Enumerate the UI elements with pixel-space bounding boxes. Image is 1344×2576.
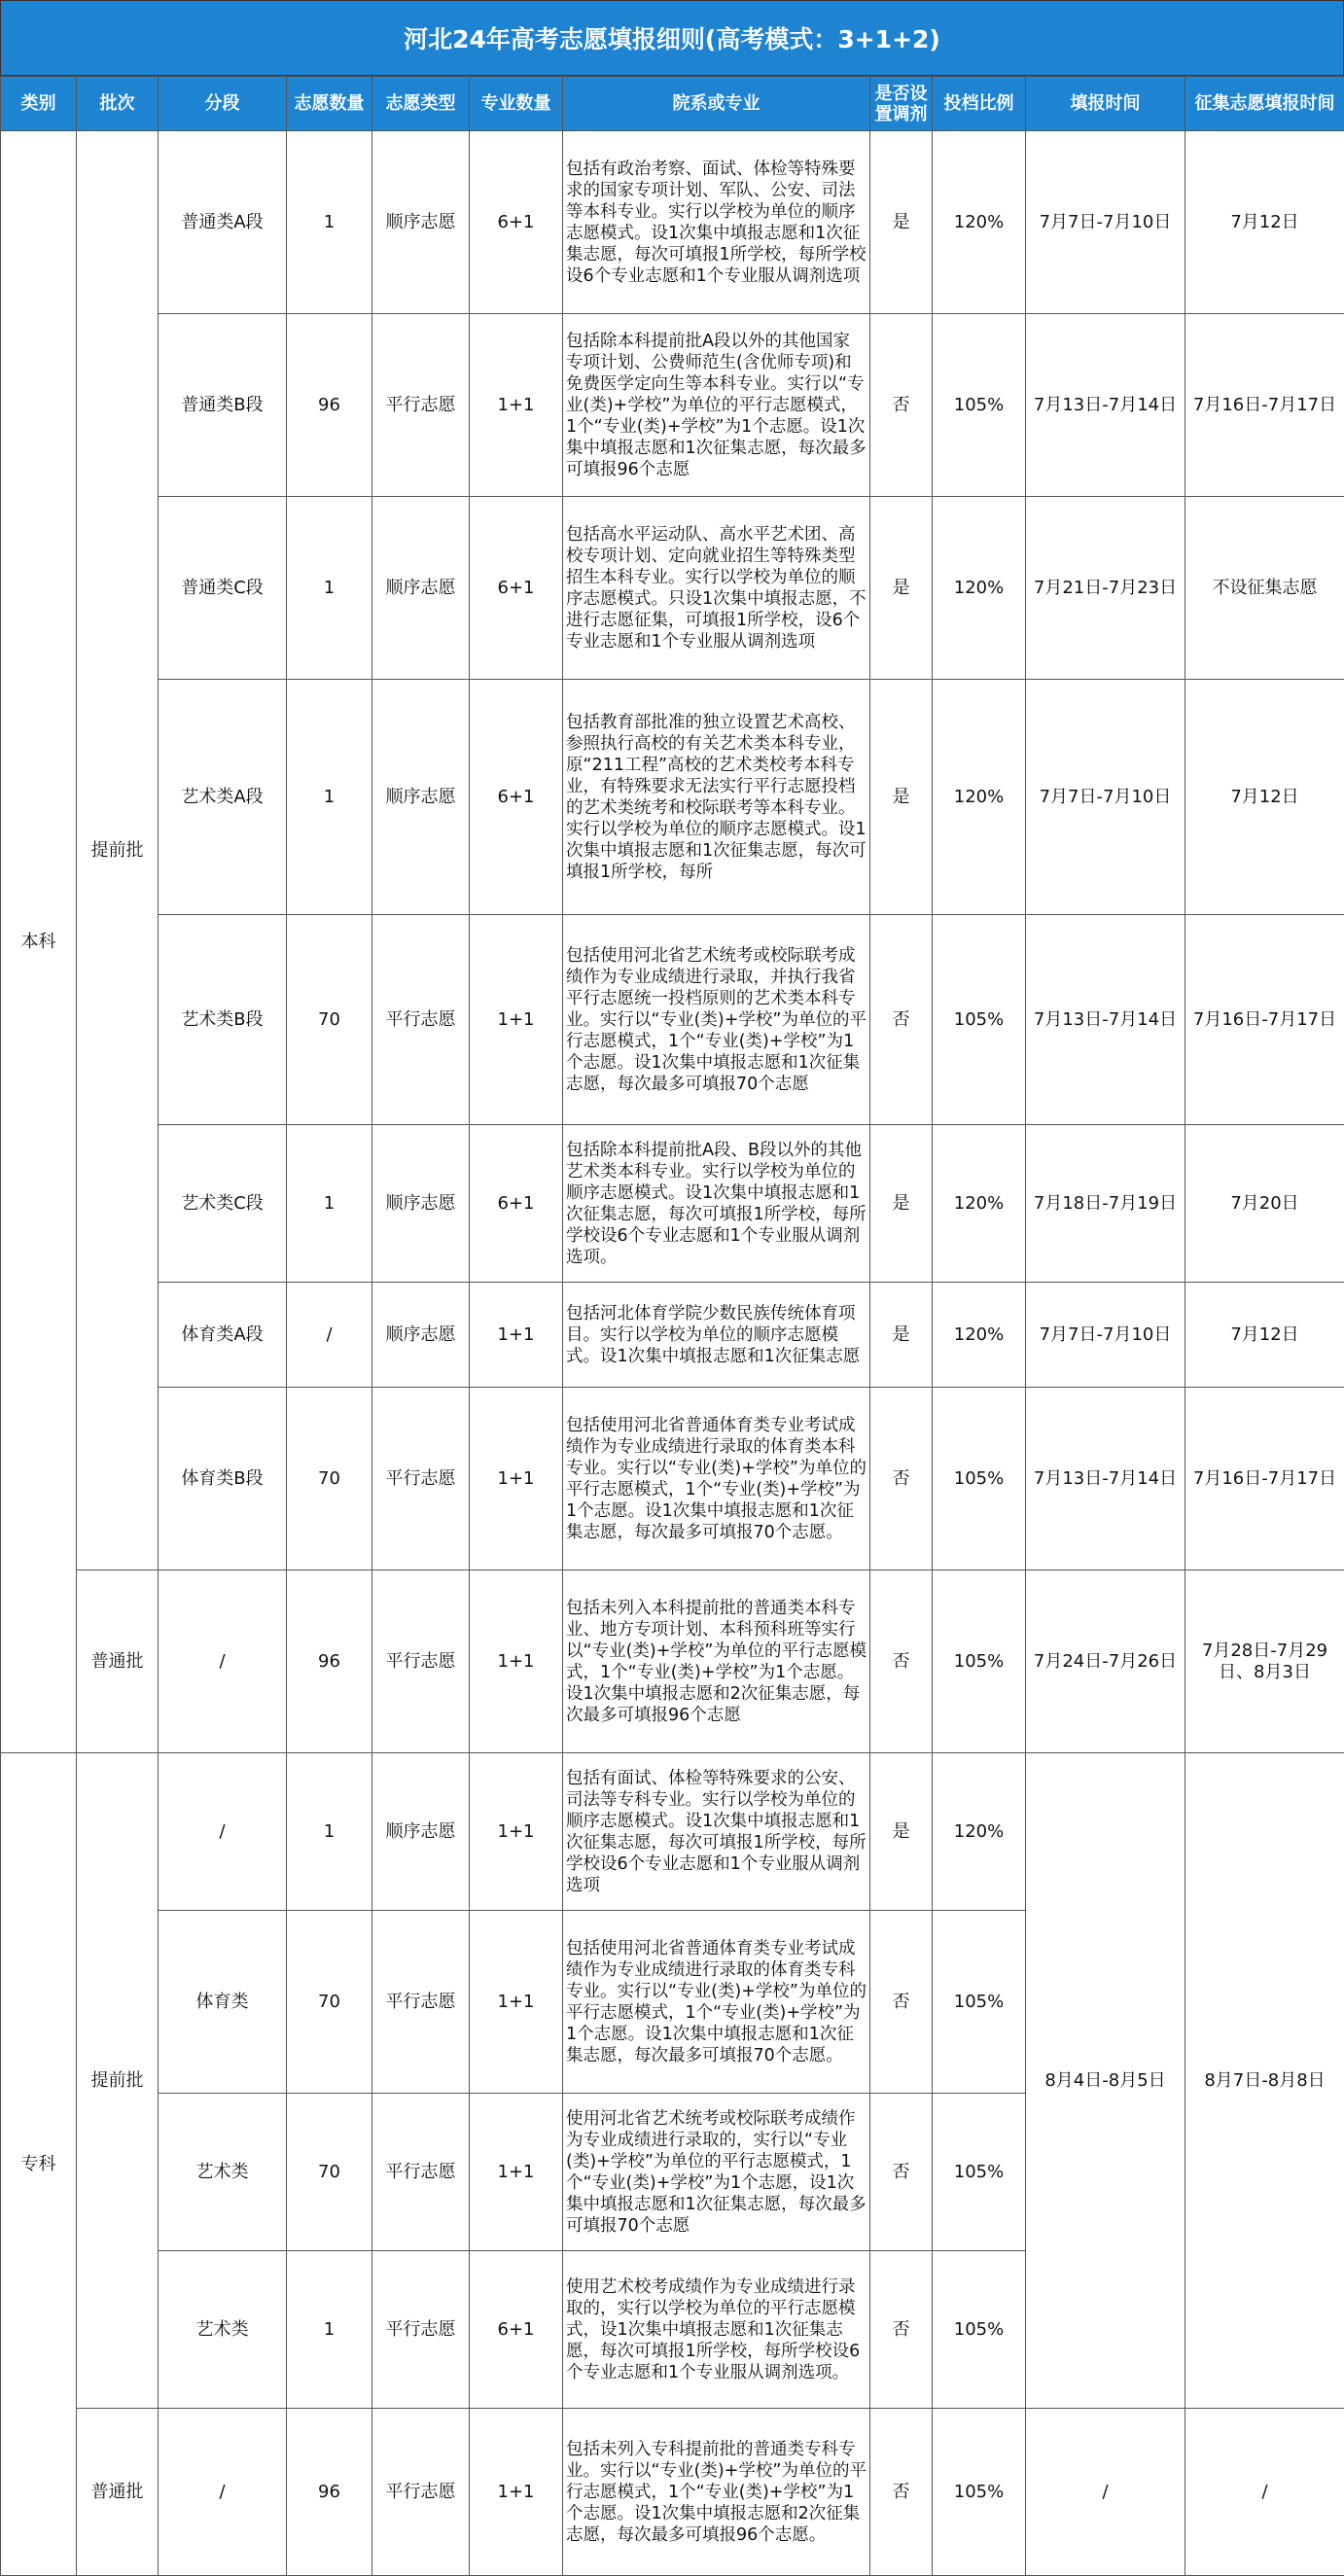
header-major-count: 专业数量: [470, 77, 563, 131]
desc-cell: 包括使用河北省普通体育类专业考试成绩作为专业成绩进行录取的体育类本科专业。实行以“专业(类)+学校”为单位的平行志愿模式，1个“专业(类)+学校”为1个志愿。设1次集中填报志愿和1次征集志愿，每次最多可填报70个志愿。: [563, 1388, 870, 1570]
table-row: [1, 131, 1344, 314]
vol-type-cell: 顺序志愿: [372, 497, 470, 680]
fill-time-cell: 7月13日-7月14日: [1026, 1388, 1185, 1570]
ratio-cell: 120%: [933, 131, 1026, 314]
vol-count-cell: 70: [287, 915, 372, 1125]
page-title: 河北24年高考志愿填报细则(高考模式：3+1+2): [0, 0, 1344, 76]
vol-count-cell: 1: [287, 2251, 372, 2409]
vol-type-cell: 平行志愿: [372, 2409, 470, 2576]
desc-cell: 使用艺术校考成绩作为专业成绩进行录取的，实行以学校为单位的平行志愿模式，设1次集中填报志愿和1次征集志愿，每次可填报1所学校，每所学校设6个专业志愿和1个专业服从调剂选项。: [563, 2251, 870, 2409]
segment-cell: /: [159, 1570, 287, 1753]
vol-count-cell: 1: [287, 1125, 372, 1283]
collect-time-cell: /: [1185, 2409, 1344, 2576]
major-count-cell: 6+1: [470, 131, 563, 314]
ratio-cell: 120%: [933, 1125, 1026, 1283]
table-row: [1, 680, 1344, 915]
desc-cell: 包括有政治考察、面试、体检等特殊要求的国家专项计划、军队、公安、司法等本科专业。实行以学校为单位的顺序志愿模式。设1次集中填报志愿和1次征集志愿，每次可填报1所学校，每所学校设6个专业志愿和1个专业服从调剂选项: [563, 131, 870, 314]
table-row: [1, 1125, 1344, 1283]
ratio-cell: 120%: [933, 1753, 1026, 1911]
vol-count-cell: 1: [287, 1753, 372, 1911]
header-fill-time: 填报时间: [1026, 77, 1185, 131]
segment-cell: 艺术类A段: [159, 680, 287, 915]
category-benke: 本科: [1, 131, 77, 1753]
collect-time-cell: 7月12日: [1185, 1283, 1344, 1388]
fill-time-cell: 7月21日-7月23日: [1026, 497, 1185, 680]
vol-type-cell: 顺序志愿: [372, 1125, 470, 1283]
desc-cell: 包括教育部批准的独立设置艺术高校、参照执行高校的有关艺术类本科专业，原“211工程”高校的艺术类校考本科专业，有特殊要求无法实行平行志愿投档的艺术类统考和校际联考等本科专业。实行以学校为单位的顺序志愿模式。设1次集中填报志愿和1次征集志愿，每次可填报1所学校，每所: [563, 680, 870, 915]
ratio-cell: 105%: [933, 1570, 1026, 1753]
adjust-cell: 否: [870, 1911, 933, 2094]
table-row: [1, 497, 1344, 680]
ratio-cell: 105%: [933, 314, 1026, 497]
zhuanke-early-fill-time: 8月4日-8月5日: [1026, 1753, 1185, 2409]
fill-time-cell: 7月13日-7月14日: [1026, 314, 1185, 497]
collect-time-cell: 7月20日: [1185, 1125, 1344, 1283]
adjust-cell: 否: [870, 1570, 933, 1753]
desc-cell: 包括使用河北省艺术统考或校际联考成绩作为专业成绩进行录取，并执行我省平行志愿统一投档原则的艺术类本科专业。实行以“专业(类)+学校”为单位的平行志愿模式，1个“专业(类)+学校”为1个志愿。设1次集中填报志愿和1次征集志愿，每次最多可填报70个志愿: [563, 915, 870, 1125]
zhuanke-early-collect-time: 8月7日-8月8日: [1185, 1753, 1344, 2409]
adjust-cell: 是: [870, 1283, 933, 1388]
header-ratio: 投档比例: [933, 77, 1026, 131]
segment-cell: /: [159, 1753, 287, 1911]
segment-cell: 普通类B段: [159, 314, 287, 497]
major-count-cell: 1+1: [470, 1753, 563, 1911]
ratio-cell: 105%: [933, 915, 1026, 1125]
major-count-cell: 6+1: [470, 2251, 563, 2409]
major-count-cell: 1+1: [470, 915, 563, 1125]
batch-zhuanke-regular: 普通批: [77, 2409, 159, 2576]
segment-cell: 艺术类C段: [159, 1125, 287, 1283]
segment-cell: 体育类B段: [159, 1388, 287, 1570]
segment-cell: 艺术类B段: [159, 915, 287, 1125]
vol-type-cell: 顺序志愿: [372, 1753, 470, 1911]
segment-cell: /: [159, 2409, 287, 2576]
table-row: [1, 1388, 1344, 1570]
collect-time-cell: 7月12日: [1185, 680, 1344, 915]
table-row: [1, 915, 1344, 1125]
header-vol-count: 志愿数量: [287, 77, 372, 131]
desc-cell: 包括高水平运动队、高水平艺术团、高校专项计划、定向就业招生等特殊类型招生本科专业。实行以学校为单位的顺序志愿模式。只设1次集中填报志愿，不进行志愿征集，可填报1所学校，设6个专业志愿和1个专业服从调剂选项: [563, 497, 870, 680]
policy-table: [0, 76, 1344, 2576]
vol-count-cell: 70: [287, 1388, 372, 1570]
fill-time-cell: 7月18日-7月19日: [1026, 1125, 1185, 1283]
vol-count-cell: /: [287, 1283, 372, 1388]
header-collect-time: 征集志愿填报时间: [1185, 77, 1344, 131]
fill-time-cell: 7月13日-7月14日: [1026, 915, 1185, 1125]
vol-count-cell: 96: [287, 1570, 372, 1753]
adjust-cell: 否: [870, 2409, 933, 2576]
major-count-cell: 6+1: [470, 680, 563, 915]
major-count-cell: 1+1: [470, 1911, 563, 2094]
vol-count-cell: 96: [287, 2409, 372, 2576]
major-count-cell: 1+1: [470, 2094, 563, 2251]
ratio-cell: 105%: [933, 2409, 1026, 2576]
major-count-cell: 6+1: [470, 1125, 563, 1283]
header-batch: 批次: [77, 77, 159, 131]
adjust-cell: 是: [870, 131, 933, 314]
vol-type-cell: 顺序志愿: [372, 680, 470, 915]
ratio-cell: 120%: [933, 1283, 1026, 1388]
ratio-cell: 105%: [933, 2251, 1026, 2409]
desc-cell: 使用河北省艺术统考或校际联考成绩作为专业成绩进行录取的，实行以“专业(类)+学校”为单位的平行志愿模式，1个“专业(类)+学校”为1个志愿，设1次集中填报志愿和1次征集志愿，每次最多可填报70个志愿: [563, 2094, 870, 2251]
table-row: [1, 2409, 1344, 2576]
ratio-cell: 105%: [933, 2094, 1026, 2251]
segment-cell: 艺术类: [159, 2251, 287, 2409]
fill-time-cell: 7月7日-7月10日: [1026, 1283, 1185, 1388]
table-row: [1, 1753, 1344, 1911]
segment-cell: 普通类A段: [159, 131, 287, 314]
adjust-cell: 否: [870, 314, 933, 497]
collect-time-cell: 7月16日-7月17日: [1185, 1388, 1344, 1570]
vol-type-cell: 平行志愿: [372, 2251, 470, 2409]
adjust-cell: 否: [870, 915, 933, 1125]
ratio-cell: 105%: [933, 1388, 1026, 1570]
ratio-cell: 120%: [933, 497, 1026, 680]
adjust-cell: 是: [870, 497, 933, 680]
ratio-cell: 105%: [933, 1911, 1026, 2094]
header-vol-type: 志愿类型: [372, 77, 470, 131]
segment-cell: 体育类: [159, 1911, 287, 2094]
major-count-cell: 1+1: [470, 1570, 563, 1753]
batch-benke-early: 提前批: [77, 131, 159, 1570]
header-adjust: 是否设置调剂: [870, 77, 933, 131]
desc-cell: 包括除本科提前批A段、B段以外的其他艺术类本科专业。实行以学校为单位的顺序志愿模式。设1次集中填报志愿和1次征集志愿，每次可填报1所学校，每所学校设6个专业志愿和1个专业服从调剂选项。: [563, 1125, 870, 1283]
table-row: [1, 1570, 1344, 1753]
major-count-cell: 6+1: [470, 497, 563, 680]
vol-count-cell: 1: [287, 131, 372, 314]
fill-time-cell: /: [1026, 2409, 1185, 2576]
adjust-cell: 否: [870, 2094, 933, 2251]
vol-type-cell: 平行志愿: [372, 1911, 470, 2094]
vol-count-cell: 96: [287, 314, 372, 497]
adjust-cell: 是: [870, 680, 933, 915]
collect-time-cell: 7月28日-7月29日、8月3日: [1185, 1570, 1344, 1753]
desc-cell: 包括未列入专科提前批的普通类专科专业。实行以“专业(类)+学校”为单位的平行志愿模式，1个“专业(类)+学校”为1个志愿。设1次集中填报志愿和2次征集志愿，每次最多可填报96个志愿。: [563, 2409, 870, 2576]
vol-count-cell: 1: [287, 497, 372, 680]
vol-count-cell: 1: [287, 680, 372, 915]
vol-type-cell: 平行志愿: [372, 1570, 470, 1753]
collect-time-cell: 7月16日-7月17日: [1185, 314, 1344, 497]
segment-cell: 艺术类: [159, 2094, 287, 2251]
major-count-cell: 1+1: [470, 1388, 563, 1570]
vol-count-cell: 70: [287, 2094, 372, 2251]
vol-type-cell: 顺序志愿: [372, 1283, 470, 1388]
adjust-cell: 是: [870, 1753, 933, 1911]
category-zhuanke: 专科: [1, 1753, 77, 2576]
table-row: [1, 1283, 1344, 1388]
collect-time-cell: 7月12日: [1185, 131, 1344, 314]
fill-time-cell: 7月7日-7月10日: [1026, 680, 1185, 915]
batch-zhuanke-early: 提前批: [77, 1753, 159, 2409]
adjust-cell: 是: [870, 1125, 933, 1283]
vol-type-cell: 平行志愿: [372, 314, 470, 497]
collect-time-cell: 7月16日-7月17日: [1185, 915, 1344, 1125]
fill-time-cell: 7月24日-7月26日: [1026, 1570, 1185, 1753]
header-row: [1, 77, 1344, 131]
vol-type-cell: 平行志愿: [372, 2094, 470, 2251]
collect-time-cell: 不设征集志愿: [1185, 497, 1344, 680]
segment-cell: 体育类A段: [159, 1283, 287, 1388]
major-count-cell: 1+1: [470, 314, 563, 497]
major-count-cell: 1+1: [470, 1283, 563, 1388]
vol-type-cell: 顺序志愿: [372, 131, 470, 314]
vol-type-cell: 平行志愿: [372, 915, 470, 1125]
table-row: [1, 314, 1344, 497]
segment-cell: 普通类C段: [159, 497, 287, 680]
header-desc: 院系或专业: [563, 77, 870, 131]
desc-cell: 包括未列入本科提前批的普通类本科专业、地方专项计划、本科预科班等实行以“专业(类)+学校”为单位的平行志愿模式，1个“专业(类)+学校”为1个志愿。设1次集中填报志愿和2次征集志愿，每次最多可填报96个志愿: [563, 1570, 870, 1753]
batch-benke-regular: 普通批: [77, 1570, 159, 1753]
ratio-cell: 120%: [933, 680, 1026, 915]
vol-count-cell: 70: [287, 1911, 372, 2094]
header-segment: 分段: [159, 77, 287, 131]
header-category: 类别: [1, 77, 77, 131]
vol-type-cell: 平行志愿: [372, 1388, 470, 1570]
fill-time-cell: 7月7日-7月10日: [1026, 131, 1185, 314]
desc-cell: 包括有面试、体检等特殊要求的公安、司法等专科专业。实行以学校为单位的顺序志愿模式。设1次集中填报志愿和1次征集志愿，每次可填报1所学校，每所学校设6个专业志愿和1个专业服从调剂选项: [563, 1753, 870, 1911]
desc-cell: 包括使用河北省普通体育类专业考试成绩作为专业成绩进行录取的体育类专科专业。实行以“专业(类)+学校”为单位的平行志愿模式，1个“专业(类)+学校”为1个志愿。设1次集中填报志愿和1次征集志愿，每次最多可填报70个志愿。: [563, 1911, 870, 2094]
adjust-cell: 否: [870, 1388, 933, 1570]
desc-cell: 包括河北体育学院少数民族传统体育项目。实行以学校为单位的顺序志愿模式。设1次集中填报志愿和1次征集志愿: [563, 1283, 870, 1388]
adjust-cell: 否: [870, 2251, 933, 2409]
major-count-cell: 1+1: [470, 2409, 563, 2576]
desc-cell: 包括除本科提前批A段以外的其他国家专项计划、公费师范生(含优师专项)和免费医学定向生等本科专业。实行以“专业(类)+学校”为单位的平行志愿模式，1个“专业(类)+学校”为1个志愿。设1次集中填报志愿和1次征集志愿，每次最多可填报96个志愿: [563, 314, 870, 497]
